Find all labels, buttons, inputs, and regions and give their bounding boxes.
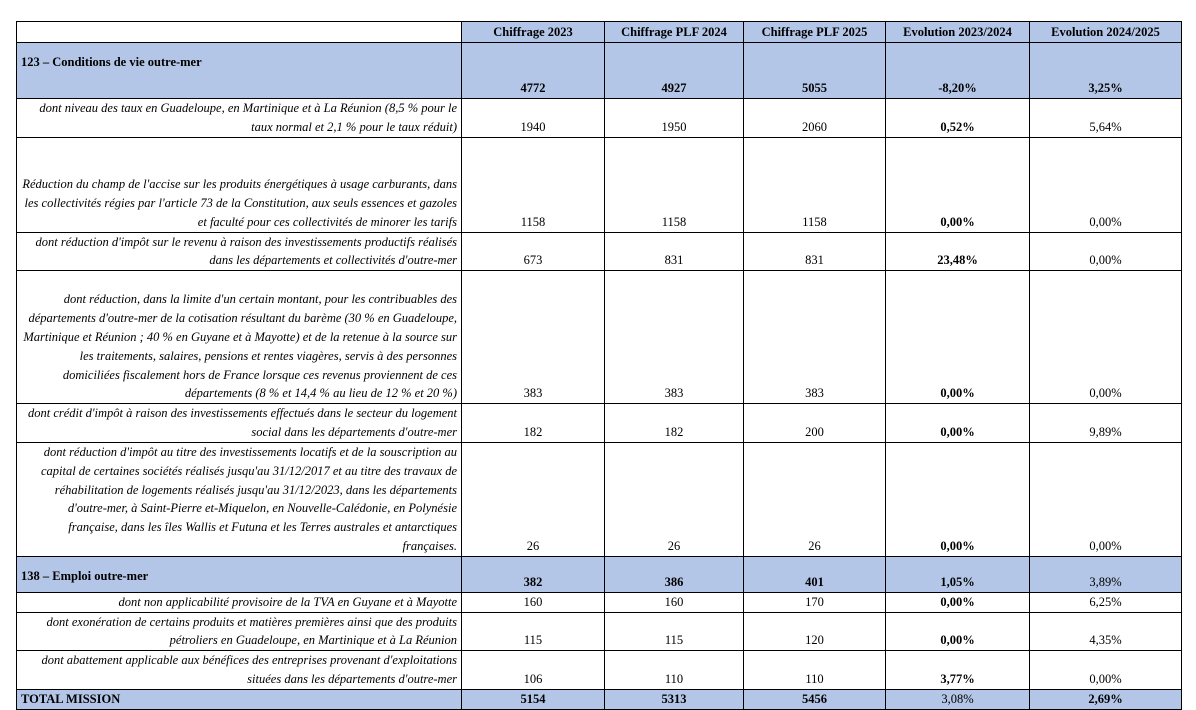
cell-2023: 1158 <box>462 137 605 232</box>
table-row <box>17 271 1182 404</box>
cell-evolution-2024-2025: 5,64% <box>1030 99 1182 138</box>
cell-evolution-2024-2025: 4,35% <box>1030 612 1182 651</box>
row-label: dont crédit d'impôt à raison des investissements effectués dans le secteur du logement social dans les départements d'outre-mer <box>17 404 462 443</box>
header-evolution-2024-2025: Evolution 2024/2025 <box>1030 22 1182 43</box>
cell-2024: 160 <box>605 592 744 612</box>
table-row <box>17 651 1182 690</box>
table-row <box>17 442 1182 556</box>
cell-2023: 160 <box>462 592 605 612</box>
table-row <box>17 592 1182 612</box>
row-label: dont réduction d'impôt au titre des investissements locatifs et de la souscription au capital de certaines sociétés réalisés jusqu'au 31/12/2017 et au titre des travaux de réhabilitation de logements réalisés jusqu'au 31/12/2023, dans les départements d'outre-mer, à Saint-Pierre et-Miquelon, en Nouvelle-Calédonie, en Polynésie française, dans les îles Wallis et Futuna et les Terres australes et antarctiques françaises. <box>17 442 462 556</box>
table-row <box>17 232 1182 271</box>
cell-2025: 2060 <box>744 99 886 138</box>
cell-2024: 182 <box>605 404 744 443</box>
cell-2023: 5154 <box>462 689 605 709</box>
cell-evolution-2024-2025: 3,25% <box>1030 43 1182 99</box>
cell-2025: 26 <box>744 442 886 556</box>
table-row <box>17 137 1182 232</box>
cell-evolution-2024-2025: 0,00% <box>1030 137 1182 232</box>
row-label: TOTAL MISSION <box>17 689 462 709</box>
cell-evolution-2024-2025: 6,25% <box>1030 592 1182 612</box>
cell-evolution-2024-2025: 0,00% <box>1030 651 1182 690</box>
cell-evolution-2023-2024: -8,20% <box>886 43 1030 99</box>
cell-2025: 5456 <box>744 689 886 709</box>
cell-evolution-2024-2025: 2,69% <box>1030 689 1182 709</box>
cell-2025: 110 <box>744 651 886 690</box>
cell-evolution-2024-2025: 0,00% <box>1030 232 1182 271</box>
row-label: Réduction du champ de l'accise sur les produits énergétiques à usage carburants, dans les collectivités régies par l'article 73 de la Constitution, aux seuls essences et gazoles et faculté pour ces collectivités de minorer les tarifs <box>17 137 462 232</box>
cell-2024: 115 <box>605 612 744 651</box>
section-row-138 <box>17 556 1182 592</box>
row-label: 123 – Conditions de vie outre-mer <box>17 43 462 99</box>
cell-2025: 831 <box>744 232 886 271</box>
tax-expenditure-table <box>16 21 1182 710</box>
cell-2023: 1940 <box>462 99 605 138</box>
cell-2024: 26 <box>605 442 744 556</box>
cell-2025: 1158 <box>744 137 886 232</box>
table-row <box>17 404 1182 443</box>
cell-evolution-2023-2024: 1,05% <box>886 556 1030 592</box>
cell-2024: 383 <box>605 271 744 404</box>
cell-2025: 383 <box>744 271 886 404</box>
cell-evolution-2023-2024: 0,00% <box>886 442 1030 556</box>
cell-2025: 5055 <box>744 43 886 99</box>
row-label: dont exonération de certains produits et matières premières ainsi que des produits pétroliers en Guadeloupe, en Martinique et à La Réunion <box>17 612 462 651</box>
cell-2023: 383 <box>462 271 605 404</box>
table-row <box>17 612 1182 651</box>
cell-2023: 26 <box>462 442 605 556</box>
cell-2023: 115 <box>462 612 605 651</box>
cell-2024: 1158 <box>605 137 744 232</box>
cell-evolution-2023-2024: 23,48% <box>886 232 1030 271</box>
header-chiffrage-plf-2025: Chiffrage PLF 2025 <box>744 22 886 43</box>
cell-2024: 110 <box>605 651 744 690</box>
cell-2024: 5313 <box>605 689 744 709</box>
header-row <box>17 22 1182 43</box>
cell-2023: 673 <box>462 232 605 271</box>
cell-evolution-2024-2025: 3,89% <box>1030 556 1182 592</box>
header-chiffrage-2023: Chiffrage 2023 <box>462 22 605 43</box>
row-label: 138 – Emploi outre-mer <box>17 556 462 592</box>
header-blank <box>17 22 462 43</box>
row-label: dont réduction, dans la limite d'un certain montant, pour les contribuables des départements d'outre-mer de la cotisation résultant du barème (30 % en Guadeloupe, Martinique et Réunion ; 40 % en Guyane et à Mayotte) et de la retenue à la source sur les traitements, salaires, pensions et rentes viagères, servis à des personnes domiciliées fiscalement hors de France lorsque ces revenus proviennent de ces départements (8 % et 14,4 % au lieu de 12 % et 20 %) <box>17 271 462 404</box>
header-chiffrage-plf-2024: Chiffrage PLF 2024 <box>605 22 744 43</box>
cell-evolution-2023-2024: 3,77% <box>886 651 1030 690</box>
cell-evolution-2023-2024: 0,52% <box>886 99 1030 138</box>
cell-2025: 120 <box>744 612 886 651</box>
total-row <box>17 689 1182 709</box>
cell-2023: 182 <box>462 404 605 443</box>
cell-2023: 4772 <box>462 43 605 99</box>
cell-evolution-2023-2024: 0,00% <box>886 404 1030 443</box>
cell-2024: 386 <box>605 556 744 592</box>
cell-evolution-2023-2024: 0,00% <box>886 612 1030 651</box>
cell-2025: 170 <box>744 592 886 612</box>
cell-2025: 401 <box>744 556 886 592</box>
cell-2024: 4927 <box>605 43 744 99</box>
cell-evolution-2024-2025: 0,00% <box>1030 442 1182 556</box>
cell-evolution-2024-2025: 0,00% <box>1030 271 1182 404</box>
cell-2024: 831 <box>605 232 744 271</box>
row-label: dont réduction d'impôt sur le revenu à raison des investissements productifs réalisés dans les départements et collectivités d'outre-mer <box>17 232 462 271</box>
cell-2023: 382 <box>462 556 605 592</box>
row-label: dont niveau des taux en Guadeloupe, en Martinique et à La Réunion (8,5 % pour le taux normal et 2,1 % pour le taux réduit) <box>17 99 462 138</box>
header-evolution-2023-2024: Evolution 2023/2024 <box>886 22 1030 43</box>
cell-evolution-2023-2024: 0,00% <box>886 137 1030 232</box>
cell-2023: 106 <box>462 651 605 690</box>
cell-evolution-2023-2024: 0,00% <box>886 271 1030 404</box>
row-label: dont abattement applicable aux bénéfices des entreprises provenant d'exploitations situées dans les départements d'outre-mer <box>17 651 462 690</box>
table-row <box>17 99 1182 138</box>
cell-evolution-2024-2025: 9,89% <box>1030 404 1182 443</box>
cell-evolution-2023-2024: 3,08% <box>886 689 1030 709</box>
cell-2025: 200 <box>744 404 886 443</box>
cell-evolution-2023-2024: 0,00% <box>886 592 1030 612</box>
section-row-123 <box>17 43 1182 99</box>
cell-2024: 1950 <box>605 99 744 138</box>
row-label: dont non applicabilité provisoire de la TVA en Guyane et à Mayotte <box>17 592 462 612</box>
